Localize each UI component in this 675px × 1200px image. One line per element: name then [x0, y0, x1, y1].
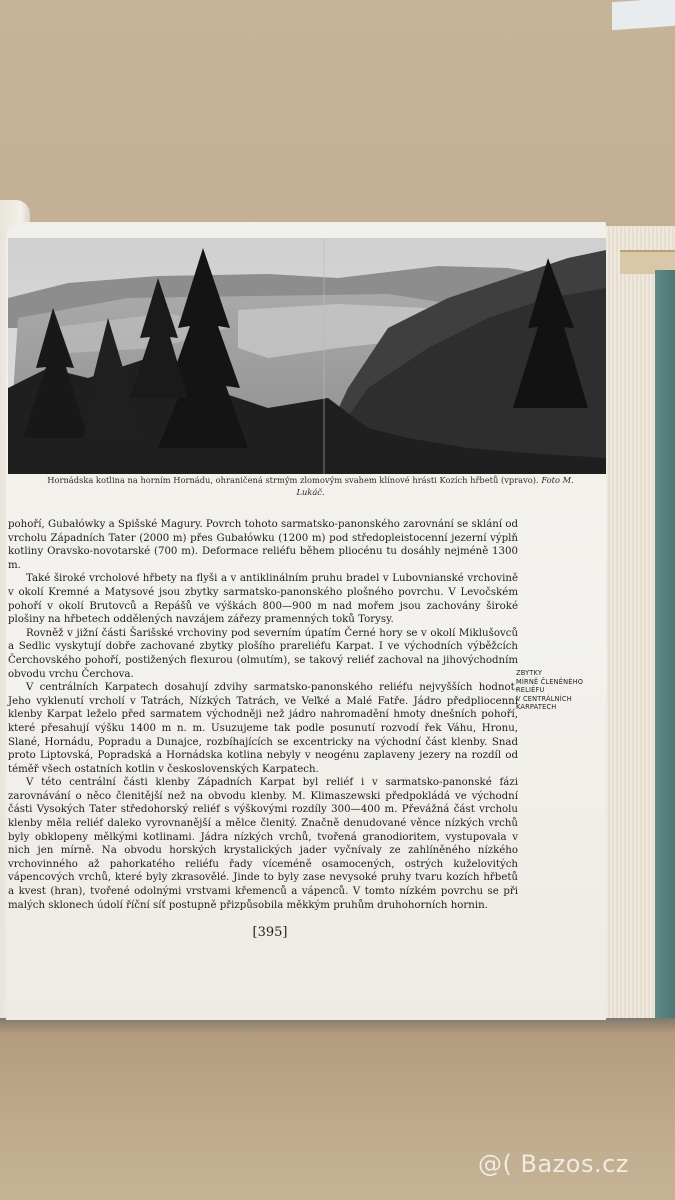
paragraph: Rovněž v jižní části Šarišské vrchoviny pod severním úpatím Černé hory se v okolí Miklušovců a Sedlic vyskytují dobře zachované zbytky plošího prareliéfu Karpat. I ve východních výběžcích Čerchovského pohoří, postižených flexurou (olmutím), se takový reliéf zachoval na jihovýchodním obvodu vrchu Čerchova. — [8, 627, 518, 680]
landscape-photograph — [8, 238, 606, 474]
caption-credit: Foto M. Lukáč. — [296, 475, 574, 497]
book-cover-edge — [655, 270, 675, 1022]
paragraph: Také široké vrcholové hřbety na flyši a v antiklinálním pruhu bradel v Lubovnianské vrchovině v okolí Kremné a Matysové jsou zbytky sarmatsko-panonského plošného povrchu. V Levočském pohoří v okolí Brutovců a Repášů ve výškách 800—900 m nad mořem jsou zachovány široké plošiny na hřbetech oddělených navzájem zářezy pramenných toků Torysy. — [8, 573, 518, 626]
margin-note-line: MÍRNĚ ČLENĚNÉHO — [516, 677, 584, 686]
margin-note — [516, 669, 612, 712]
paragraph: V centrálních Karpatech dosahují zdvihy sarmatsko-panonského reliéfu nejvyšších hodnot. Jeho vyklenutí vrcholí v Tatrách, Nízkých Tatrách, ve Veľké a Malé Fatře. Jádro předpliocenní klenby Karpat leželo před sarmatem východněji než jádro nahromadění hmoty dnešních pohoří, které přesahují výšku 1400 m n. m. Usuzujeme tak podle posunutí rozvodí řek Váhu, Hronu, Slané, Hornádu, Popradu a Dunajce, rozbíhajících se excentricky na východní část klenby. Snad proto Liptovská, Popradská a Hornádska kotlina nebyly v neogénu zaplaveny jezery na rozdíl od téměř všech ostatních kotlin v československých Karpatech. — [8, 682, 518, 775]
site-watermark: @( Bazos.cz — [478, 1150, 629, 1178]
margin-note-line: KARPATECH — [516, 703, 557, 712]
margin-note-line: ZBYTKY — [516, 669, 543, 677]
book-bottom-shadow — [0, 1018, 675, 1034]
caption-text: Hornádska kotlina na horním Hornádu, ohraničená strmým zlomovým svahem klínové hrásti Kozích hřbetů (vpravo). — [47, 475, 539, 485]
paragraph: V této centrální části klenby Západních Karpat byl reliéf i v sarmatsko-panonské fázi zarovnávání o něco členitější než na obvodu klenby. M. Klimaszewski předpokládá ve východní části Vysokých Tater středohorský reliéf s výškovými rozdíly 300—400 m. Převážná část vrcholu klenby měla reliéf daleko vyrovnanější a mělce členitý. Značně denudované věnce nízkých vrchů byly obklopeny mělkými kotlinami. Jádra nízkých vrchů, tvořená granodioritem, vystupovala v nich jen mírně. Na obvodu horských krystalických jader vyčnívaly ze zahlíněného nízkého vrchovinného až pahorkatého reliéfu řady víceméně osamocených, ostrých kuželovitých vápencových vrchů, které byly zkrasovělé. Jinde to byly zase nevysoké pruhy tvaru kozích hřbetů a kvest (hran), tvořené odolnými vrstvami křemenců a vápenců. V tomto nízkém povrchu se při malých sklonech údolí říční síť postupně přizpůsobila měkkým pruhům druhohorních hornin. — [8, 777, 518, 911]
margin-note-line: RELIÉFU — [516, 686, 545, 695]
margin-note-line: V CENTRÁLNÍCH — [516, 694, 572, 703]
photo-caption — [38, 474, 583, 498]
body-text — [8, 518, 518, 912]
paragraph: pohoří, Gubałówky a Spišské Magury. Povrch tohoto sarmatsko-panonského zarovnání se sklání od vrcholu Západních Tater (2000 m) přes Gubałówku (1200 m) pod středopleistocenní jezerní výplň kotliny Oravsko-novotarské (700 m). Deformace reliéfu během pliocénu tu dosáhly nejméně 1300 m. — [8, 519, 518, 571]
paper-sheet-corner — [612, 0, 675, 30]
page-number: [395] — [252, 925, 288, 940]
